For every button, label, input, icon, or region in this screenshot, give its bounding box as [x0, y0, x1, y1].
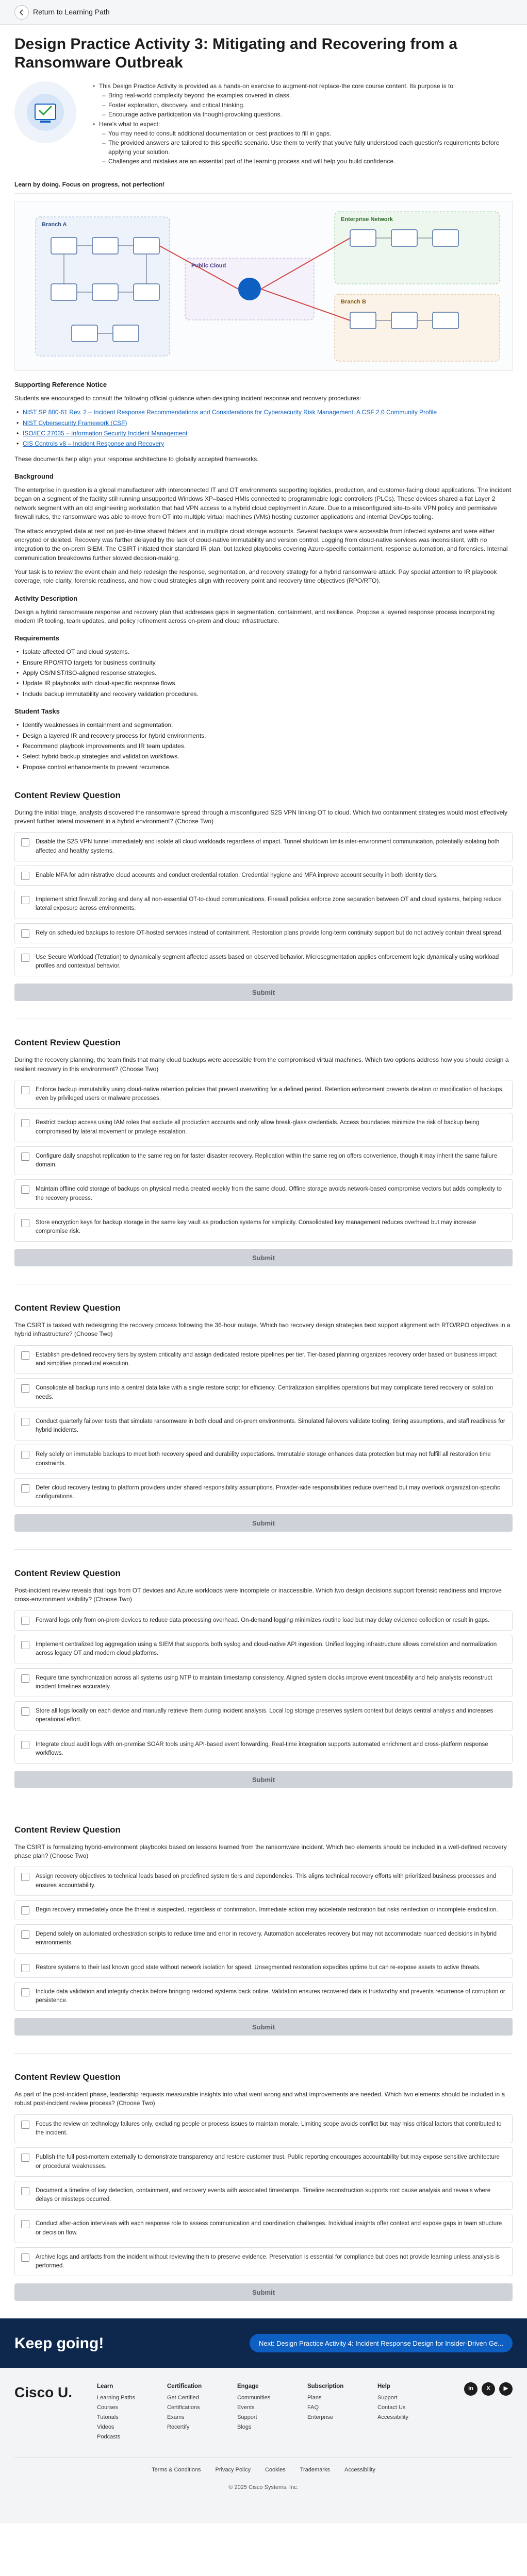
back-link-label: Return to Learning Path	[33, 8, 110, 16]
keep-going-title: Keep going!	[14, 2334, 104, 2352]
intro-list	[90, 82, 513, 166]
answer-checkbox[interactable]	[21, 1451, 29, 1459]
answer-checkbox[interactable]	[21, 1741, 29, 1749]
answer-option-text: Document a timeline of key detection, containment, and recovery events with associated timestamps. Timeline reconstruction supports root cause analysis and reveals where delays or missteps occurred.	[36, 2187, 491, 2203]
student-task-item: • Recommend playbook improvements and IR team updates.	[14, 742, 513, 751]
answer-option-text: Defer cloud recovery testing to platform providers under shared responsibility assumptions. Provider-side responsibilities reduce overhead but may overlook organization-specific configurations.	[36, 1484, 500, 1500]
footer-link[interactable]: Events	[237, 2404, 255, 2411]
footer-column	[307, 2382, 357, 2443]
answer-option-text: Consolidate all backup runs into a central data lake with a single restore script for efficiency. Centralization simplifies operations but may complicate tiered recovery or isolation needs.	[36, 1385, 493, 1400]
answer-option-text: Disable the S2S VPN tunnel immediately and isolate all cloud workloads regardless of impact. Tunnel shutdown limits inter-environment communication, potentially isolating both affected and healthy systems.	[36, 839, 500, 854]
answer-option-text: Focus the review on technology failures only, excluding people or process issues to maintain morale. Limiting scope avoids conflict but may miss critical factors that contributed to the incident.	[36, 2121, 502, 2137]
answer-option-text: Rely on scheduled backups to restore OT-hosted services instead of containment. Restoration plans provide long-term continuity support but do not actively contain threat spread.	[36, 929, 503, 936]
answer-option[interactable]	[14, 2147, 513, 2177]
intro-list-item: • Here's what to expect:	[90, 120, 513, 129]
answer-checkbox[interactable]	[21, 1906, 29, 1914]
answer-option-text: Store all logs locally on each device and manually retrieve them during incident analysis. Local log storage preserves system context but delays central analysis and increases operational effort.	[36, 1708, 493, 1723]
answer-option-text: Conduct after-action interviews with each response role to assess communication and coordination challenges. Individual insights offer context and expose gaps in team structure or decision flow.	[36, 2221, 502, 2236]
footer-link[interactable]: Exams	[167, 2414, 185, 2420]
site-footer	[0, 2368, 527, 2523]
question-heading: Content Review Question	[14, 1038, 121, 1048]
answer-option-text: Assign recovery objectives to technical leads based on predefined system tiers and dependencies. This aligns technical recovery efforts with prioritized business processes and ensures accountability.	[36, 1873, 497, 1889]
answer-option[interactable]	[14, 1982, 513, 2011]
reference-link[interactable]: NIST Cybersecurity Framework (CSF)	[23, 419, 127, 427]
answer-option-text: Rely solely on immutable backups to meet both recovery speed and durability expectations. Immutable storage enhances data protection but may not fulfill all restoration time constraints.	[36, 1451, 491, 1467]
submit-button[interactable]: Submit	[14, 1514, 513, 1532]
question-heading: Content Review Question	[14, 790, 121, 801]
requirements-title: Requirements	[14, 634, 59, 642]
answer-checkbox[interactable]	[21, 1384, 29, 1393]
copyright: © 2025 Cisco Systems, Inc.	[228, 2484, 299, 2490]
reference-para: Students are encouraged to consult the following official guidance when designing incident response and recovery procedures:	[14, 394, 361, 402]
question-stem: As part of the post-incident phase, leadership requests measurable insights into what went wrong and what improvements are needed. Which two elements should be included in a robust post-incident review process? (Choose Two)	[14, 2091, 505, 2107]
footer-legal-link[interactable]: Privacy Policy	[215, 2466, 251, 2473]
answer-checkbox[interactable]	[21, 838, 29, 846]
question-stem: During the initial triage, analysts discovered the ransomware spread through a misconfigured S2S VPN linking OT to cloud. Which two containment strategies would most effectively prevent further lateral movement in a hybrid environment? (Choose Two)	[14, 808, 508, 825]
footer-bottom-links	[14, 2466, 513, 2475]
student-tasks-list	[14, 721, 513, 772]
footer-link[interactable]: Certifications	[167, 2404, 200, 2411]
practice-illustration-icon	[14, 81, 76, 143]
question-stem: The CSIRT is formalizing hybrid-environment playbooks based on lessons learned from the ransomware incident. Which two elements should be included in a well-defined recovery phase plan? (Choose Two)	[14, 1843, 507, 1860]
answer-option[interactable]	[14, 947, 513, 977]
content-review-question	[0, 1567, 527, 1788]
reference-item	[14, 439, 513, 448]
answer-option-text: Depend solely on automated orchestration scripts to reduce time and error in recovery. Automation accelerates recovery but may not accommodate nuanced decisions in hybrid environments.	[36, 1931, 497, 1946]
answer-checkbox[interactable]	[21, 1351, 29, 1360]
answer-option-text: Integrate cloud audit logs with on-premise SOAR tools using API-based event forwarding. Real-time integration supports automated enrichment and cross-platform response workflows.	[36, 1741, 488, 1756]
requirement-item: • Ensure RPO/RTO targets for business continuity.	[14, 658, 513, 667]
answer-option-text: Maintain offline cold storage of backups on physical media created weekly from the same cloud. Offline storage avoids network-based compromise vectors but adds complexity to the recovery process.	[36, 1186, 502, 1201]
footer-column-title: Help	[377, 2383, 390, 2390]
answer-option[interactable]	[14, 2214, 513, 2243]
footer-column	[97, 2382, 146, 2443]
answer-option[interactable]	[14, 1113, 513, 1142]
intro-list-item: – You may need to consult additional documentation or best practices to fill in gaps.	[90, 129, 513, 138]
answer-checkbox[interactable]	[21, 1873, 29, 1881]
answer-option[interactable]	[14, 1080, 513, 1109]
content-review-question	[0, 1302, 527, 1532]
answer-option[interactable]	[14, 2247, 513, 2277]
footer-column-title: Certification	[167, 2383, 202, 2390]
footer-link[interactable]: Get Certified	[167, 2395, 199, 2401]
answer-option-text: Store encryption keys for backup storage in the same key vault as production systems for simplicity. Consolidated key management reduces overhead but may increase compromise risk.	[36, 1219, 476, 1235]
question-divider	[14, 2053, 513, 2054]
answer-checkbox[interactable]	[21, 1086, 29, 1094]
question-heading: Content Review Question	[14, 1303, 121, 1313]
answer-checkbox[interactable]	[21, 1418, 29, 1426]
arrow-left-icon	[14, 5, 29, 20]
footer-link[interactable]: Podcasts	[97, 2433, 121, 2440]
activity-title: Activity Description	[14, 594, 78, 602]
intro-list-item: – Foster exploration, discovery, and critical thinking.	[90, 101, 513, 110]
answer-option-text: Conduct quarterly failover tests that simulate ransomware in both cloud and on-prem environments. Simulated failovers validate tooling, timing assumptions, and staff readiness for hybrid incidents.	[36, 1418, 505, 1434]
submit-button[interactable]: Submit	[14, 2283, 513, 2301]
content-review-question	[0, 1037, 527, 1266]
student-task-item: • Select hybrid backup strategies and validation workflows.	[14, 752, 513, 761]
student-task-item: • Propose control enhancements to prevent recurrence.	[14, 763, 513, 772]
answer-option-text: Begin recovery immediately once the threat is suspected, regardless of confirmation. Immediate action may accelerate restoration but risks reinfection or incomplete eradication.	[36, 1906, 498, 1913]
answer-option-text: Restrict backup access using IAM roles that exclude all production accounts and only allow break-glass credentials. Access boundaries minimize the risk of backup being compromised by lateral movement or privilege escalation.	[36, 1120, 480, 1135]
footer-link[interactable]: Plans	[307, 2395, 322, 2401]
answer-checkbox[interactable]	[21, 1674, 29, 1683]
reference-link[interactable]: CIS Controls v8 – Incident Response and Recovery	[23, 440, 164, 448]
answer-option[interactable]	[14, 1179, 513, 1209]
content-review-question	[0, 789, 527, 1001]
requirements-list	[14, 648, 513, 699]
footer-column	[237, 2382, 287, 2443]
footer-link[interactable]: Recertify	[167, 2424, 190, 2430]
answer-option-text: Implement centralized log aggregation using a SIEM that supports both syslog and cloud-native API ingestion. Unified logging infrastructure allows correlation and normalization across legacy OT and modern cloud platforms.	[36, 1641, 497, 1657]
next-activity-button[interactable]: Next: Design Practice Activity 4: Incident Response Design for Insider-Driven Ge...	[250, 2334, 513, 2352]
answer-option-text: Require time synchronization across all systems using NTP to maintain timestamp consistency. Aligned system clocks improve event traceability and help analysts reconstruct incident timelines accurately.	[36, 1674, 492, 1690]
answer-option-text: Forward logs only from on-prem devices to reduce data processing overhead. On-demand logging minimizes routine load but may delay evidence collection or result in gaps.	[36, 1617, 490, 1623]
footer-link[interactable]: FAQ	[307, 2404, 319, 2411]
answer-option[interactable]	[14, 890, 513, 919]
reference-item	[14, 408, 513, 417]
answer-option[interactable]	[14, 1867, 513, 1896]
branch-b-label: Branch B	[341, 298, 366, 305]
question-divider	[14, 1549, 513, 1550]
cisco-u-logo[interactable]: Cisco U.	[14, 2384, 73, 2401]
reference-link[interactable]: ISO/IEC 27035 – Information Security Incident Management	[23, 429, 188, 437]
footer-column	[377, 2382, 427, 2443]
footer-link[interactable]: Learning Paths	[97, 2395, 135, 2401]
x-icon[interactable]: X	[482, 2382, 495, 2396]
answer-option[interactable]	[14, 1900, 513, 1920]
keep-going-banner	[0, 2318, 527, 2368]
answer-checkbox[interactable]	[21, 929, 29, 938]
footer-link[interactable]: Videos	[97, 2424, 114, 2430]
reference-item	[14, 429, 513, 438]
cloud-label: Public Cloud	[191, 262, 226, 269]
background-title: Background	[14, 472, 54, 481]
answer-option[interactable]	[14, 866, 513, 886]
submit-button[interactable]: Submit	[14, 2018, 513, 2036]
answer-checkbox[interactable]	[21, 1617, 29, 1625]
background-para-3: Your task is to review the event chain and help redesign the response, segmentation, and recovery strategy for a hybrid ransomware attack. Pay special attention to IR playbook coverage, role clarity, forensic readiness, and how cloud strategies align with recovery point and recovery time objectives (RPO/RTO).	[14, 568, 497, 585]
requirement-item: • Include backup immutability and recovery validation procedures.	[14, 690, 513, 699]
reference-link[interactable]: NIST SP 800-61 Rev. 2 – Incident Response Recommendations and Considerations for Cybersecurity Risk Management: A CSF 2.0 Community Profile	[23, 409, 437, 416]
intro-list-item: • This Design Practice Activity is provided as a hands-on exercise to augment-not replace-the core course content. Its purpose is to:	[90, 82, 513, 91]
footer-columns	[97, 2382, 427, 2443]
footer-link[interactable]: Communities	[237, 2395, 271, 2401]
submit-button[interactable]: Submit	[14, 1771, 513, 1788]
questions-container	[0, 789, 527, 2301]
intro-text	[90, 81, 513, 167]
answer-checkbox[interactable]	[21, 1484, 29, 1493]
activity-para: Design a hybrid ransomware response and recovery plan that addresses gaps in segmentation, containment, and resilience. Propose a layered response process incorporating modern IR tooling, team updates, and policy refinement across on-prem and cloud infrastructure.	[14, 608, 495, 625]
answer-option[interactable]	[14, 1668, 513, 1698]
answer-option[interactable]	[14, 832, 513, 861]
intro-list-item: – Challenges and mistakes are an essential part of the learning process and will help you build confidence.	[90, 157, 513, 166]
student-tasks-title: Student Tasks	[14, 707, 60, 716]
content-review-question	[0, 2071, 527, 2301]
footer-column-title: Learn	[97, 2383, 113, 2390]
footer-link[interactable]: Support	[237, 2414, 257, 2420]
answer-option[interactable]	[14, 1146, 513, 1176]
footer-legal-link[interactable]: Accessibility	[344, 2466, 375, 2473]
footer-legal-link[interactable]: Terms & Conditions	[152, 2466, 201, 2473]
intro-list-item: – Bring real-world complexity beyond the examples covered in class.	[90, 91, 513, 100]
top-bar	[0, 0, 527, 25]
answer-option-text: Include data validation and integrity checks before bringing restored systems back online. Validation ensures recovered data is trustworthy and prevents recurrence of corruption or persistence.	[36, 1988, 505, 2004]
intro-list-item: – The provided answers are tailored to this specific scenario. Use them to verify that you've fully understood each question's requirements before applying your solution.	[90, 139, 513, 157]
answer-option[interactable]	[14, 1635, 513, 1664]
answer-option-text: Establish pre-defined recovery tiers by system criticality and assign dedicated restore pipelines per tier. Tier-based planning organizes recovery order based on business impact and simplifies procedural execution.	[36, 1351, 497, 1367]
answer-option[interactable]	[14, 1611, 513, 1631]
footer-link[interactable]: Tutorials	[97, 2414, 119, 2420]
answer-option-text: Configure daily snapshot replication to the same region for faster disaster recovery. Replication within the same region offers convenience, though it may inherit the same failure domain.	[36, 1153, 498, 1168]
answer-option[interactable]	[14, 1735, 513, 1764]
youtube-icon[interactable]: ▶	[499, 2382, 513, 2396]
answer-checkbox[interactable]	[21, 1930, 29, 1939]
answer-option[interactable]	[14, 1345, 513, 1375]
answer-checkbox[interactable]	[21, 1707, 29, 1716]
answer-checkbox[interactable]	[21, 2220, 29, 2228]
student-task-item: • Identify weaknesses in containment and segmentation.	[14, 721, 513, 730]
enterprise-label: Enterprise Network	[341, 216, 393, 223]
answer-option-text: Use Secure Workload (Tetration) to dynamically segment affected assets based on observed behavior. Microsegmentation applies enforcement logic dynamically using workload profiles and contextual behavior.	[36, 954, 499, 970]
intro-list-item: – Encourage active participation via thought-provoking questions.	[90, 110, 513, 119]
answer-checkbox[interactable]	[21, 2154, 29, 2162]
linkedin-icon[interactable]: in	[464, 2382, 477, 2396]
network-topology-diagram	[14, 201, 513, 371]
answer-checkbox[interactable]	[21, 2253, 29, 2262]
answer-option[interactable]	[14, 1378, 513, 1408]
answer-option-text: Implement strict firewall zoning and deny all non-essential OT-to-cloud communications. Firewall policies enforce zone separation between OT and cloud systems, helping reduce lateral exposure across environments.	[36, 896, 502, 912]
submit-button[interactable]: Submit	[14, 1249, 513, 1266]
reference-footer: These documents help align your response architecture to globally accepted frameworks.	[14, 455, 259, 463]
background-para-2: The attack encrypted data at rest on just-in-time shared folders and in multiple cloud storage accounts. Several backups were accessible from infected systems and were either encrypted or deleted. Recovery was further delayed by the lack of cloud-native immutability and version control. Logging from cloud-native services was inconsistent, with no integration to the on-prem SIEM. The CSIRT initiated their standard IR plan, but lacked playbooks covering Azure-specific containment, response automation, and forensics. Internal communication breakdowns further slowed decision-making.	[14, 527, 508, 562]
footer-legal-link[interactable]: Cookies	[265, 2466, 286, 2473]
reference-title: Supporting Reference Notice	[14, 380, 107, 388]
branch-a-label: Branch A	[42, 221, 67, 228]
answer-option-text: Restore systems to their last known good state without network isolation for speed. Unsegmented restoration expedites uptime but can re-expose assets to active threats.	[36, 1964, 481, 1971]
answer-option-text: Archive logs and artifacts from the incident without reviewing them to preserve evidence. Preservation is essential for compliance but does not provide learning unless analysis is performed.	[36, 2253, 500, 2269]
reference-section	[0, 380, 527, 772]
answer-checkbox[interactable]	[21, 1641, 29, 1649]
question-heading: Content Review Question	[14, 1568, 121, 1579]
footer-link[interactable]: Contact Us	[377, 2404, 406, 2411]
intro-section	[0, 25, 527, 371]
student-task-item: • Design a layered IR and recovery process for hybrid environments.	[14, 732, 513, 740]
reference-list	[14, 408, 513, 449]
question-heading: Content Review Question	[14, 1825, 121, 1835]
intro-box	[14, 81, 513, 167]
question-stem: During the recovery planning, the team finds that many cloud backups were accessible from the compromised virtual machines. Which two options address how you should design a resilient recovery in this environment? (Choose Two)	[14, 1056, 509, 1073]
answer-checkbox[interactable]	[21, 2187, 29, 2195]
answer-checkbox[interactable]	[21, 1119, 29, 1127]
answer-option-text: Enforce backup immutability using cloud-native retention policies that prevent overwriting for a defined period. Retention enforcement prevents deletion or modification of backups, even by privileged users or malware processes.	[36, 1086, 504, 1102]
answer-checkbox[interactable]	[21, 1185, 29, 1194]
social-links	[464, 2382, 513, 2443]
background-para-1: The enterprise in question is a global manufacturer with interconnected IT and OT environments supporting logistics, production, and customer-facing cloud applications. The incident began on a segment of the facility still running unsupported Windows XP–based HMIs connected to programmable logic controllers (PLCs). These devices shared a flat Layer 2 network segment with an old engineering workstation that had VPN access to a hybrid cloud deployment in Azure. Due to a misconfigured site-to-site VPN policy and permissive firewall rules, the ransomware was able to move from OT into multiple virtual machines (VMs) hosting customer applications and internal DevOps tooling.	[14, 486, 512, 521]
footer-link[interactable]: Enterprise	[307, 2414, 334, 2420]
learn-by-doing-banner: Learn by doing. Focus on progress, not perfection!	[14, 176, 513, 194]
footer-legal-link[interactable]: Trademarks	[300, 2466, 330, 2473]
answer-checkbox[interactable]	[21, 1988, 29, 1996]
footer-link[interactable]: Courses	[97, 2404, 118, 2411]
answer-option-text: Enable MFA for administrative cloud accounts and conduct credential rotation. Credential hygiene and MFA improve account security in both identity tiers.	[36, 872, 438, 878]
requirement-item: • Isolate affected OT and cloud systems.	[14, 648, 513, 656]
page-title: Design Practice Activity 3: Mitigating and Recovering from a Ransomware Outbreak	[14, 36, 458, 71]
footer-link[interactable]: Blogs	[237, 2424, 252, 2430]
answer-option[interactable]	[14, 2114, 513, 2144]
answer-option[interactable]	[14, 1412, 513, 1441]
answer-checkbox[interactable]	[21, 1964, 29, 1972]
footer-link[interactable]: Support	[377, 2395, 398, 2401]
answer-option[interactable]	[14, 1701, 513, 1731]
answer-option[interactable]	[14, 1958, 513, 1978]
content-review-question	[0, 1824, 527, 2036]
question-stem: Post-incident review reveals that logs from OT devices and Azure workloads were incomplete or inaccessible. Which two design decisions support forensic readiness and improve cross-environment visibility? (Choose Two)	[14, 1586, 502, 1603]
reference-item	[14, 419, 513, 428]
answer-option[interactable]	[14, 2181, 513, 2210]
footer-column-title: Engage	[237, 2383, 259, 2390]
answer-checkbox[interactable]	[21, 2121, 29, 2129]
submit-button[interactable]: Submit	[14, 984, 513, 1001]
footer-link[interactable]: Accessibility	[377, 2414, 408, 2420]
question-heading: Content Review Question	[14, 2072, 121, 2082]
footer-column-title: Subscription	[307, 2383, 344, 2390]
answer-checkbox[interactable]	[21, 872, 29, 880]
answer-checkbox[interactable]	[21, 1219, 29, 1227]
answer-checkbox[interactable]	[21, 954, 29, 962]
back-to-learning-path-link[interactable]	[14, 5, 110, 20]
answer-option[interactable]	[14, 1213, 513, 1242]
question-stem: The CSIRT is tasked with redesigning the recovery process following the 36-hour outage. Which two recovery design strategies best support alignment with RTO/RPO objectives in a hybrid infrastructure? (Choose Two)	[14, 1321, 510, 1338]
answer-option[interactable]	[14, 1445, 513, 1474]
answer-checkbox[interactable]	[21, 1153, 29, 1161]
answer-option[interactable]	[14, 923, 513, 943]
footer-column	[167, 2382, 217, 2443]
requirement-item: • Apply OS/NIST/ISO-aligned response strategies.	[14, 669, 513, 677]
answer-option[interactable]	[14, 1478, 513, 1507]
answer-option[interactable]	[14, 1924, 513, 1954]
requirement-item: • Update IR playbooks with cloud-specific response flows.	[14, 679, 513, 688]
answer-option-text: Publish the full post-mortem externally to demonstrate transparency and restore customer trust. Public reporting encourages accountability but may expose sensitive architecture or procedural weaknesses.	[36, 2154, 500, 2170]
answer-checkbox[interactable]	[21, 896, 29, 904]
